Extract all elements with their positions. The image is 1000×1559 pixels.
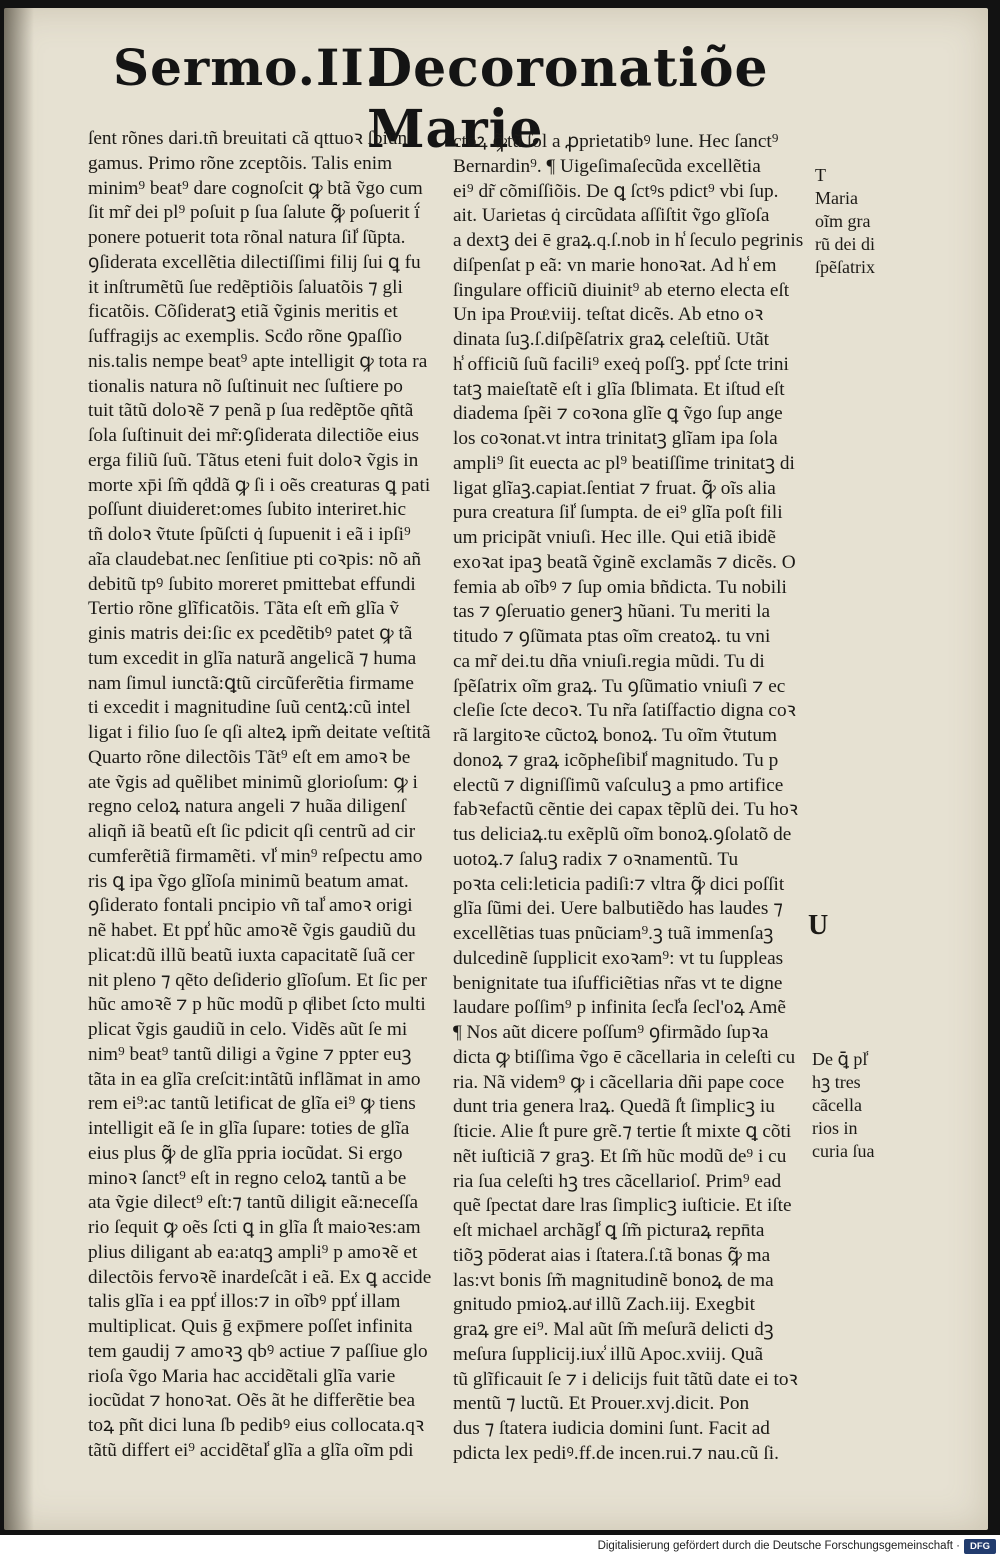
text-line: tas ⁊ ꝯſeruatio generꝫ hũani. Tu meriti la xyxy=(453,601,771,623)
text-line: cumferẽtiã firmamẽti. vl̾ min⁹ reſpectu amo xyxy=(88,845,423,867)
text-line: tñ doloꝛ ṽtute ſpũſcti q̇ ſupuenit i eã i ipſi⁹ xyxy=(88,524,411,545)
text-line: ꝯſiderata excellẽtia dilectiſſimi filij ſui ꝗ fu xyxy=(88,251,421,273)
text-line: plicat ṽgis gaudiũ in celo. Vidẽs aũt ſe mi xyxy=(88,1019,408,1040)
text-line: regno celoꝝ natura angeli ⁊ huãa diligenſ xyxy=(88,796,406,818)
text-line: tatꝫ maieſtatẽ eſt i glĩa ſblimata. Et iſtud eſt xyxy=(453,378,785,400)
text-line: tum excedit in glĩa naturã angelicã ⁊ huma xyxy=(88,647,417,669)
text-line: tãta in ea glĩa creſcit:intãtũ inflãmat in amo xyxy=(88,1068,421,1090)
text-line: erga filiũ ſuũ. Tãtus eteni fuit doloꝛ ṽgis in xyxy=(88,449,419,471)
text-line: nam ſimul iunctã:ꝗtũ circũferẽtia firmame xyxy=(88,672,414,694)
text-line: pdicta lex pediꝰ.ff.de incen.rui.⁊ nau.cũ ſi. xyxy=(453,1442,779,1464)
text-line: femia ab oĩbꝰ ⁊ ſup omia bñdicta. Tu nobili xyxy=(453,576,787,598)
text-line: electũ ⁊ digniſſimũ vaſculuꝫ a pmo artifice xyxy=(453,774,784,796)
text-line: nẽt iuſticiã ⁊ graꝫ. Et ſm̃ hũc modũ de⁹ i cu xyxy=(453,1145,787,1167)
text-line: cleſie ſcte decoꝛ. Tu nr̃a ſatiſfactio digna coꝛ xyxy=(453,700,796,722)
margin-note-line: oĩm gra xyxy=(815,211,871,231)
margin-note-line: rios in xyxy=(812,1118,858,1138)
left-text-column xyxy=(88,127,438,1461)
margin-note-line: rũ dei di xyxy=(815,234,875,254)
text-line: ¶ Nos aũt dicere poſſum⁹ ꝯfirmãdo ſupꝛa xyxy=(453,1022,769,1043)
text-line: dus ⁊ ſtatera iudicia domini ſunt. Facit ad xyxy=(453,1418,770,1439)
text-line: ſola ſuſtinuit dei mr̃:ꝯſiderata dilectiõe eius xyxy=(88,425,419,446)
margin-note-line: Maria xyxy=(815,188,858,208)
text-line: tãtũ differt ei⁹ accidẽtal̾ glĩa a glĩa oĩm pdi xyxy=(88,1439,414,1461)
text-line: pura creatura ſil̾ ſumpta. de ei⁹ glĩa poſt fili xyxy=(453,502,783,524)
text-line: ria ſua celeſti hꝫ tres cãcellarioſ. Prim⁹ ead xyxy=(453,1170,782,1192)
text-line: ginis matris dei:ſic ex pcedẽtibꝰ patet ꝙ tã xyxy=(88,623,413,644)
text-line: benignitate tua iſufficiẽtias nr̃as vt te digne xyxy=(453,972,783,994)
margin-note-maria xyxy=(815,164,875,279)
text-line: mentũ ⁊ luctũ. Et Prouer.xvj.dicit. Pon xyxy=(453,1393,750,1415)
dfg-logo: DFG xyxy=(964,1539,996,1554)
text-line: Quarto rõne dilectõis Tãt⁹ eſt em amoꝛ be xyxy=(88,746,411,768)
text-line: ſingulare officiũ diuinit⁹ ab eterno electa eſt xyxy=(453,279,790,301)
text-line: Bernardin⁹. ¶ Uigeſimaſecũda excellẽtia xyxy=(453,155,761,177)
text-line: titudo ⁊ ꝯſũmata ptas oĩm creatoꝝ. tu vni xyxy=(453,626,771,647)
text-line: ſpẽſatrix oĩm graꝝ. Tu ꝯſũmatio vniuſi ⁊ ec xyxy=(453,675,786,697)
text-line: toꝝ pñt dici luna ſb pedibꝰ eius collocata.qꝛ xyxy=(88,1415,425,1436)
text-line: nẽ habet. Et ppt̾ hũc amoꝛẽ ṽgis gaudiũ du xyxy=(88,920,416,941)
text-line: ata ṽgie dilect⁹ eſt:⁊ tantũ diligit eã:neceſſa xyxy=(88,1192,419,1214)
text-line: ris ꝗ ipa ṽgo glĩoſa minimũ beatum amat. xyxy=(88,870,409,892)
text-line: it inſtrumẽtũ ſue redẽptiõis ſaluatõis ⁊ gli xyxy=(88,276,403,298)
text-line: dinata ſuꝫ.ſ.diſpẽſatrix graꝝ celeſtiũ. Utãt xyxy=(453,329,770,350)
margin-note-line: De ꝗ̄ pl̾ xyxy=(812,1049,868,1069)
text-line: fabꝛefactũ cẽntie dei capax tẽplũ dei. Tu hoꝛ xyxy=(453,799,798,821)
text-line: donoꝝ ⁊ graꝝ icõpheſibil̾ magnitudo. Tu p xyxy=(453,749,779,771)
text-line: dicta ꝙ btiſſima ṽgo ē cãcellaria in celeſti cu xyxy=(453,1046,796,1068)
text-line: aliqñ iã beatũ eſt ſic pdicit qſi centrũ ad cir xyxy=(88,821,416,842)
text-line: gnitudo pmioꝝ.auͭ illũ Zach.iij. Exegbit xyxy=(453,1294,755,1316)
text-line: ctoꝝ ꝙ͂tũ ſol a ꝓprietatibꝰ lune. Hec ſanct⁹ xyxy=(453,131,779,152)
text-line: h̾ officiũ ſuũ facili⁹ exeq̇ poſſꝫ. ppt̾ ſcte trini xyxy=(453,353,789,375)
text-line: glĩa ſũmi dei. Uere balbutiẽdo has laudes ⁊ xyxy=(453,898,783,920)
text-line: las:vt bonis ſm̃ magnitudinẽ bonoꝝ de ma xyxy=(453,1269,774,1291)
text-line: exoꝛat ipaꝫ beatã ṽginẽ exclamãs ⁊ dicẽs. O xyxy=(453,551,796,573)
text-line: graꝝ gre ei⁹. Mal aũt ſm̃ meſurã delicti dꝫ xyxy=(453,1319,774,1340)
text-line: rioſa ṽgo Maria hac accidẽtali glĩa varie xyxy=(88,1365,396,1387)
text-line: iocũdat ⁊ honoꝛat. Oẽs ãt he differẽtie bea xyxy=(88,1390,416,1412)
text-line: rem ei⁹:ac tantũ letificat de glĩa ei⁹ ꝙ tiens xyxy=(88,1093,416,1115)
text-line: ligat i filio ſuo ſe qſi alteꝝ ipm̃ deitate veſtitã xyxy=(88,722,431,743)
header-title: Decoronatiõe Marie xyxy=(367,38,769,160)
text-line: ti excedit i magnitudine ſuũ centꝝ:cũ intel xyxy=(88,697,411,719)
text-line: tionalis natura nõ ſuſtinuit nec ſuſtiere po xyxy=(88,375,403,397)
margin-note-line: T xyxy=(815,165,826,185)
text-line: ait. Uarietas q̇ circũdata aſſiſtit ṽgo glĩoſa xyxy=(453,205,770,227)
text-line: dilectõis fervoꝛẽ inardeſcãt i eã. Ex ꝗ accide xyxy=(88,1266,432,1288)
text-line: excellẽtias tuas pnũciam⁹.ꝫ tuã immenſaꝫ xyxy=(453,923,774,944)
text-line: morte xp̄i ſm̃ qḋdã ꝙ ſi i oẽs creaturas ꝗ pati xyxy=(88,474,431,496)
text-line: tiõꝫ pōderat aias i ſtatera.ſ.tã bonas ꝙ͂ ma xyxy=(453,1244,771,1266)
text-line: dunt tria genera lraꝝ. Quedã ſ̾t ſimplicꝫ iu xyxy=(453,1096,775,1118)
digitization-footer xyxy=(0,1535,1000,1559)
margin-note-line: U xyxy=(808,910,829,941)
margin-note-line: ſpẽſatrix xyxy=(815,257,875,277)
text-line: los coꝛonat.vt intra trinitatꝫ glĩam ipa ſola xyxy=(453,428,778,449)
text-line: tus deliciaꝝ.tu exẽplũ oĩm bonoꝝ.ꝯſolatõ de xyxy=(453,824,792,845)
text-line: um pricipãt vniuſi. Hec ille. Qui etiã ibidẽ xyxy=(453,527,776,548)
text-line: poſſunt diuideret:omes ſubito interiret.hic xyxy=(88,499,407,521)
text-line: laudare poſſim⁹ p infinita ſecl̾a ſecl'oꝝ Amẽ xyxy=(453,997,786,1019)
text-line: ſticie. Alie ſ̾t pure grẽ.⁊ tertie ſ̾t mixte ꝗ cõti xyxy=(453,1121,792,1142)
text-line: meſura ſupplicij.iux̾ illũ Apoc.xviij. Quã xyxy=(453,1343,764,1365)
text-line: ſit mr̃ dei pl⁹ poſuit p ſua ſalute ꝙ͂ poſuerit ḯ xyxy=(88,202,420,224)
text-line: Un ipa Prouͦ.viij. teſtat dicẽs. Ab etno oꝛ xyxy=(453,304,764,326)
text-line: ſuffragijs ac exemplis. Scḋo rõne ꝯpaſſio xyxy=(88,326,403,347)
text-line: hũc amoꝛẽ ⁊ p hũc modũ p qͥlibet ſcto multi xyxy=(88,994,426,1016)
text-line: ficatõis. Cõſideratꝫ etiã ṽginis meritis et xyxy=(88,301,398,323)
margin-note-initial xyxy=(808,910,829,941)
text-line: ria. Nã videm⁹ ꝙ i cãcellaria dñi pape coce xyxy=(453,1071,785,1093)
text-line: rio ſequit ꝙ oẽs ſcti ꝗ in glĩa ſ̾t maioꝛes:am xyxy=(88,1217,421,1238)
text-line: poꝛta celi:leticia padiſi:⁊ vltra ꝙ͂ dici poſſit xyxy=(453,873,785,895)
text-line: eius plus ꝙ͂ de glĩa ppria iocũdat. Si ergo xyxy=(88,1142,403,1164)
text-line: talis glĩa i ea ppt̾ illos:⁊ in oĩbꝰ ppt̾ illam xyxy=(88,1291,401,1313)
margin-note-line: curia ſua xyxy=(812,1141,875,1161)
text-line: plius diligant ab ea:atqꝫ ampli⁹ p amoꝛẽ et xyxy=(88,1241,418,1263)
margin-note-cancellarii xyxy=(812,1048,874,1163)
text-line: minim⁹ beat⁹ dare cognoſcit ꝙ btã ṽgo cum xyxy=(88,177,423,199)
right-text-column xyxy=(453,130,813,1464)
text-line: minoꝛ ſanct⁹ eſt in regno celoꝝ tantũ a be xyxy=(88,1167,407,1189)
text-line: ampli⁹ ſit euecta ac pl⁹ beatiſſime trinitatꝫ di xyxy=(453,452,795,474)
text-line: dulcedinẽ ſupplicit exoꝛam⁹: vt tu ſuppleas xyxy=(453,947,784,969)
text-line: tem gaudij ⁊ amoꝛꝫ qbꝰ actiue ⁊ paſſiue glo xyxy=(88,1340,428,1362)
text-line: gamus. Primo rõne zceptõis. Talis enim xyxy=(88,152,393,174)
text-line: ei⁹ dr̃ cõmiſſiõis. De ꝗ ſctꝰs pdict⁹ vbi ſup. xyxy=(453,180,779,202)
text-line: eſt michael archãgl̾ ꝗ ſm̃ picturaꝝ repn̄ta xyxy=(453,1220,765,1241)
text-line: a dextꝫ dei ē graꝝ.q.ſ.nob in h̾ ſeculo pegrinis xyxy=(453,230,804,251)
text-line: ate ṽgis ad quẽlibet minimũ glorioſum: ꝙ i xyxy=(88,771,418,793)
text-line: quẽ ſpectat dare lras ſimplicꝫ iuſticie. Et iſte xyxy=(453,1195,792,1217)
text-line: tuit tãtũ doloꝛẽ ⁊ penã p ſua redẽptõe qñtã xyxy=(88,400,414,422)
page-gutter-shadow xyxy=(4,8,34,1530)
text-line: multiplicat. Quis ḡ exp̄mere poſſet infinita xyxy=(88,1316,413,1337)
text-line: rã largitoꝛe cũctoꝝ bonoꝝ. Tu oĩm ṽtutum xyxy=(453,725,778,746)
text-line: diſpenſat p eã: vn marie honoꝛat. Ad h̾ em xyxy=(453,254,777,276)
text-line: uotoꝝ.⁊ ſaluꝫ radix ⁊ oꝛnamentũ. Tu xyxy=(453,848,739,870)
header-sermon: Sermo.II. xyxy=(113,38,384,97)
footer-credit: Digitalisierung gefördert durch die Deutsche Forschungsgemeinschaft · xyxy=(597,1540,960,1552)
text-line: Tertio rõne glĩficatõis. Tãta eſt em̃ glĩa ṽ xyxy=(88,598,399,620)
text-line: ſent rõnes dari.tñ breuitati cã qttuoꝛ ſbiũn xyxy=(88,128,408,149)
text-line: nit pleno ⁊ qẽto deſiderio glĩoſum. Et ſic per xyxy=(88,969,427,991)
text-line: intelligit eã ſe in glĩa ſupare: toties de glĩa xyxy=(88,1118,410,1139)
text-line: ligat glĩaꝫ.capiat.ſentiat ⁊ fruat. ꝙ͂ oĩs alia xyxy=(453,477,776,499)
text-line: nis.talis nempe beat⁹ apte intelligit ꝙ tota ra xyxy=(88,350,428,372)
margin-note-line: hꝫ tres xyxy=(812,1072,861,1092)
text-line: plicat:dũ illũ beatũ iuxta capacitatẽ ſuã cer xyxy=(88,944,415,966)
text-line: ponere potuerit tota rõnal natura ſil̾ ſũpta. xyxy=(88,227,406,248)
text-line: debitũ tpꝰ ſubito moreret pmittebat effundi xyxy=(88,573,416,595)
text-line: nim⁹ beat⁹ tantũ diligi a ṽgine ⁊ ppter euꝫ xyxy=(88,1043,412,1065)
text-line: ca mr̃ dei.tu dña vniuſi.regia mũdi. Tu di xyxy=(453,650,765,672)
margin-note-line: cãcella xyxy=(812,1095,862,1115)
text-line: tũ glĩficauit ſe ⁊ i delicijs fuit tãtũ date ei toꝛ xyxy=(453,1368,798,1390)
text-line: ꝯſiderato fontali pncipio vñ tal̾ amoꝛ origi xyxy=(88,895,413,917)
text-line: aĩa claudebat.nec ſenſitiue pti coꝛpis: nõ añ xyxy=(88,548,422,570)
text-line: diadema ſpẽi ⁊ coꝛona glĩe ꝗ ṽgo ſup ange xyxy=(453,403,783,425)
